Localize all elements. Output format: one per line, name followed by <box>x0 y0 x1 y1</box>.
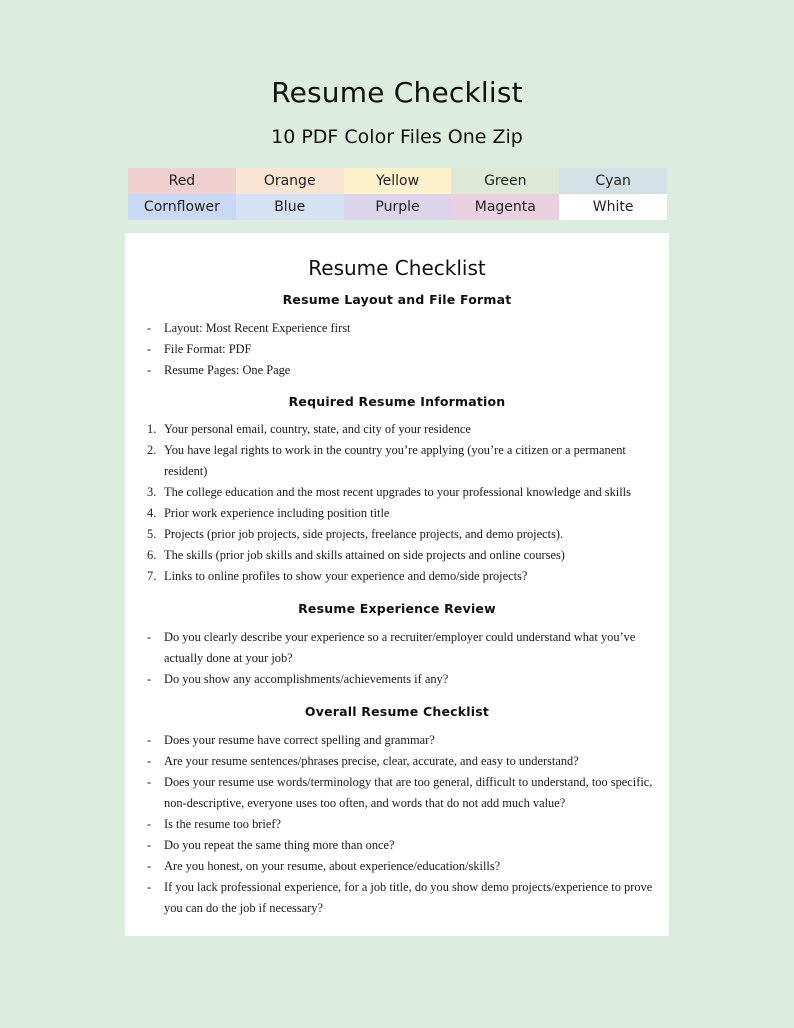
section-heading-required-info: Required Resume Information <box>288 394 506 409</box>
color-swatch-white: White <box>559 194 667 220</box>
item-text: Do you repeat the same thing more than once? <box>164 838 395 852</box>
checklist-item <box>145 730 655 751</box>
checklist-item <box>145 772 655 814</box>
dash-bullet: - <box>147 859 152 873</box>
item-text: Is the resume too brief? <box>164 817 281 831</box>
checklist-item <box>145 503 655 524</box>
checklist-item <box>145 751 655 772</box>
section-heading-layout: Resume Layout and File Format <box>282 292 512 307</box>
dash-bullet: - <box>147 733 152 747</box>
dash-bullet: - <box>147 775 152 789</box>
item-number: 2. <box>147 443 157 457</box>
overall-list <box>145 730 655 919</box>
item-number: 1. <box>147 422 157 436</box>
checklist-sheet <box>125 233 669 936</box>
dash-bullet: - <box>147 630 152 644</box>
checklist-item <box>145 669 655 690</box>
checklist-item <box>145 318 655 339</box>
item-text: Prior work experience including position title <box>164 506 390 520</box>
page-title: Resume Checklist <box>271 76 523 109</box>
item-text: Your personal email, country, state, and city of your residence <box>164 422 471 436</box>
dash-bullet: - <box>147 672 152 686</box>
color-swatch-cyan: Cyan <box>559 168 667 194</box>
item-text: Projects (prior job projects, side projects, freelance projects, and demo projects). <box>164 527 564 541</box>
section-heading-experience-review: Resume Experience Review <box>298 601 496 616</box>
dash-bullet: - <box>147 817 152 831</box>
item-number: 4. <box>147 506 157 520</box>
item-text: Does your resume use words/terminology that are too general, difficult to understand, too specific, non-descriptive, everyone uses too often, and words that do not add much value? <box>164 775 653 810</box>
color-swatch-grid <box>128 168 667 220</box>
item-text: File Format: PDF <box>164 342 252 356</box>
required-info-list <box>145 419 655 587</box>
checklist-item <box>145 566 655 587</box>
dash-bullet: - <box>147 838 152 852</box>
item-text: You have legal rights to work in the country you’re applying (you’re a citizen or a permanent resident) <box>164 443 626 478</box>
item-text: The college education and the most recent upgrades to your professional knowledge and skills <box>164 485 631 499</box>
dash-bullet: - <box>147 342 152 356</box>
item-text: Layout: Most Recent Experience first <box>164 321 351 335</box>
item-text: Are you honest, on your resume, about experience/education/skills? <box>164 859 501 873</box>
item-text: Are your resume sentences/phrases precise, clear, accurate, and easy to understand? <box>164 754 579 768</box>
checklist-item <box>145 360 655 381</box>
checklist-item <box>145 545 655 566</box>
color-swatch-blue: Blue <box>236 194 344 220</box>
checklist-item <box>145 856 655 877</box>
color-swatch-red: Red <box>128 168 236 194</box>
checklist-item <box>145 814 655 835</box>
checklist-item <box>145 835 655 856</box>
item-text: Do you clearly describe your experience so a recruiter/employer could understand what you’ve actually done at your job? <box>164 630 636 665</box>
item-number: 5. <box>147 527 157 541</box>
color-swatch-orange: Orange <box>236 168 344 194</box>
item-text: If you lack professional experience, for a job title, do you show demo projects/experience to prove you can do the job if necessary? <box>164 880 653 915</box>
dash-bullet: - <box>147 754 152 768</box>
dash-bullet: - <box>147 880 152 894</box>
checklist-item <box>145 627 655 669</box>
item-number: 3. <box>147 485 157 499</box>
item-number: 6. <box>147 548 157 562</box>
color-swatch-magenta: Magenta <box>451 194 559 220</box>
dash-bullet: - <box>147 363 152 377</box>
item-number: 7. <box>147 569 157 583</box>
sheet-title: Resume Checklist <box>308 256 486 280</box>
item-text: Does your resume have correct spelling and grammar? <box>164 733 435 747</box>
layout-list <box>145 318 655 381</box>
item-text: Do you show any accomplishments/achievements if any? <box>164 672 449 686</box>
item-text: The skills (prior job skills and skills attained on side projects and online courses) <box>164 548 565 562</box>
checklist-item <box>145 339 655 360</box>
section-heading-overall: Overall Resume Checklist <box>304 704 490 719</box>
color-swatch-purple: Purple <box>344 194 452 220</box>
item-text: Resume Pages: One Page <box>164 363 291 377</box>
checklist-item <box>145 877 655 919</box>
checklist-item <box>145 482 655 503</box>
color-swatch-yellow: Yellow <box>344 168 452 194</box>
checklist-item <box>145 440 655 482</box>
dash-bullet: - <box>147 321 152 335</box>
checklist-item <box>145 419 655 440</box>
checklist-item <box>145 524 655 545</box>
page-subtitle: 10 PDF Color Files One Zip <box>271 126 523 148</box>
color-swatch-green: Green <box>451 168 559 194</box>
color-swatch-cornflower: Cornflower <box>128 194 236 220</box>
item-text: Links to online profiles to show your experience and demo/side projects? <box>164 569 528 583</box>
experience-review-list <box>145 627 655 690</box>
